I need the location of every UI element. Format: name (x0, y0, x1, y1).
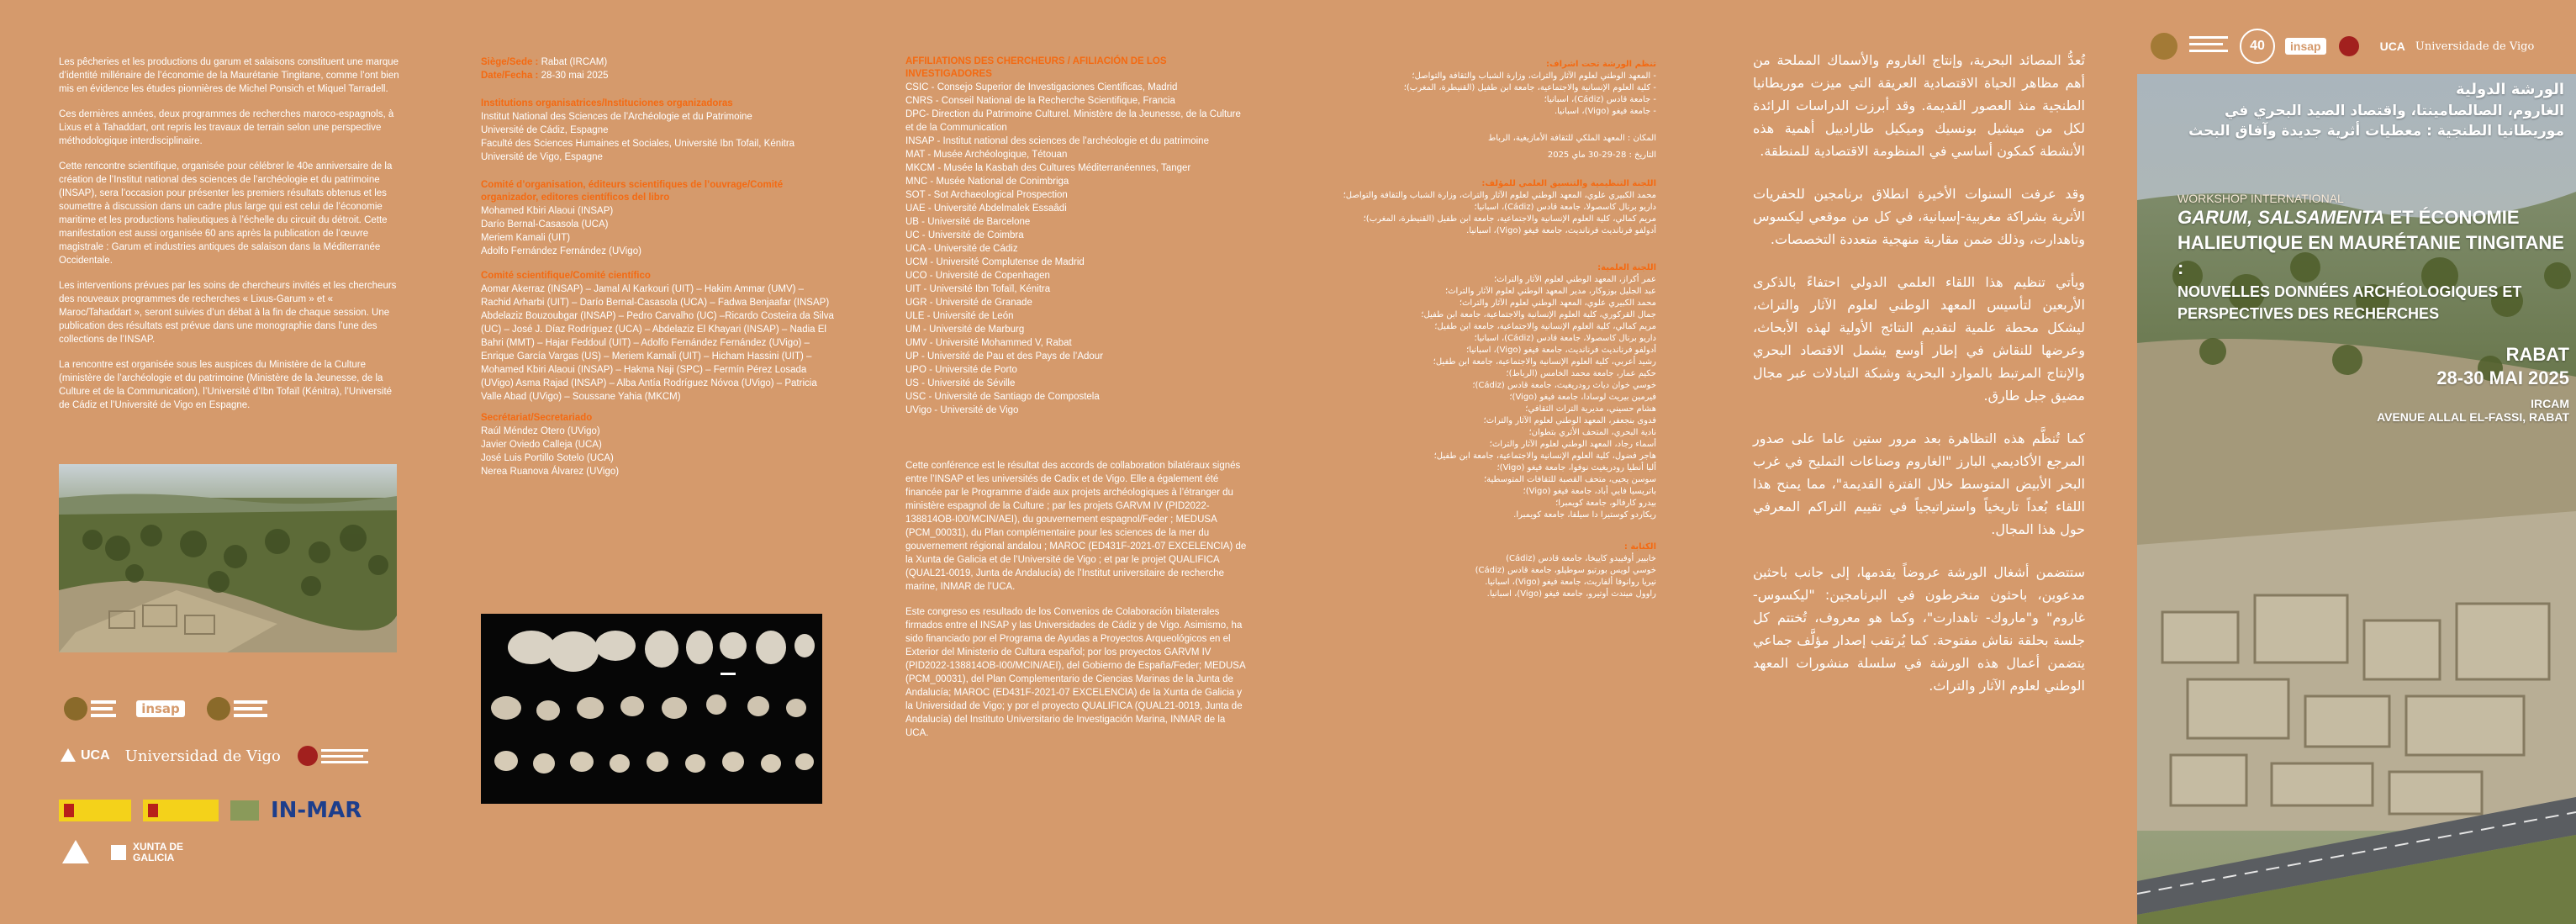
arabic-workshop-label: الورشة الدولية (2456, 81, 2564, 98)
list-item: UCO - Université de Copenhagen (905, 271, 1050, 281)
list-item: UB - Université de Barcelone (905, 217, 1031, 227)
list-item: داريو برنال كاسصولا، جامعة قادس (Cádiz)، اسبانيا؛ (1474, 203, 1656, 212)
list-item: أدولفو فرنانديث فرنانديث، جامعة فيغو (Vigo)، اسبانيا؛ (1466, 346, 1656, 355)
comite-heading: Comité d’organisation, éditeurs scientifiques de l’ouvrage/Comité organizador, editores científicos del libro (481, 180, 784, 203)
list-item: نادية البحري، المتحف الأثري بتطوان؛ (1528, 428, 1656, 437)
coat-of-arms-icon (59, 690, 118, 727)
uit-emblem-icon (2336, 34, 2370, 59)
arabic-title-line: الغاروم، الصالصامينتا، واقتصاد الصيد البحري في (2224, 103, 2564, 119)
list-item: US - Université de Séville (905, 378, 1016, 388)
list-item: UGR - Université de Granade (905, 298, 1032, 308)
list-item: أدولفو فرنانديث فرنانديث، جامعة فيغو (Vigo)، اسبانيا. (1466, 226, 1656, 235)
panel-intro-ar (1753, 0, 2085, 924)
uit-logo (296, 743, 372, 768)
cover-image (2137, 74, 2576, 924)
shells-image (481, 614, 822, 804)
xunta-logo: XUNTA DE GALICIA (109, 842, 192, 863)
title-line-1: GARUM, SALSAMENTA ET ÉCONOMIE (2177, 207, 2520, 228)
list-item: MKCM - Musée la Kasbah des Cultures Méditerranéennes, Tanger (905, 163, 1191, 173)
ministry-emblem-icon (2149, 31, 2179, 61)
list-item: عمر أكراز، المعهد الوطني لعلوم الآثار والتراث؛ (1493, 275, 1656, 284)
list-item: - المعهد الوطني لعلوم الآثار والتراث، وزارة الشباب والثقافة والتواصل؛ (1412, 71, 1656, 81)
list-item: فدوى بنجعفر، المعهد الوطني لعلوم الآثار والتراث؛ (1483, 416, 1656, 425)
list-item: Institut National des Sciences de l’Archéologie et du Patrimoine (481, 112, 752, 122)
comite-list (481, 204, 834, 258)
list-item: Mohamed Kbiri Alaoui (INSAP) (481, 206, 614, 216)
list-item: UCA - Université de Cádiz (905, 244, 1018, 254)
spain-crest-icon (62, 802, 76, 819)
intro-paragraph-ar: تُعدُّ المصائد البحرية، وإنتاج الغاروم والأسماك المملحة من أهم مظاهر الحياة الاقتصادية العريقة التي ميزت موريطانيا الطنجية منذ العصور القديمة. وقد أبرزت الدراسات الرائدة لكل من ميشيل بونسيك وميكيل طارادييل أهمية هذه الأنشطة كمكون أساسي في المنظومة الاقتصادية للمنطقة. (1753, 52, 2085, 159)
list-item: Université de Cádiz, Espagne (481, 125, 609, 135)
list-item: Darío Bernal-Casasola (UCA) (481, 219, 609, 230)
list-item: SOT - Sot Archaeological Prospection (905, 190, 1068, 200)
list-item: MNC - Musée National de Conimbriga (905, 177, 1069, 187)
list-item: UP - Université de Pau et des Pays de l’Adour (905, 351, 1104, 362)
inmar-logo: IN-MAR (271, 798, 362, 823)
spain-crest-icon (146, 802, 160, 819)
list-item: José Luis Portillo Sotelo (UCA) (481, 453, 614, 463)
artifacts-photo (481, 614, 822, 804)
dates-label: 28-30 MAI 2025 (2436, 367, 2569, 388)
list-item: UCM - Université Complutense de Madrid (905, 257, 1085, 267)
junta-icon (59, 838, 92, 867)
title-line-4: PERSPECTIVES DES RECHERCHES (2177, 305, 2440, 322)
list-item: - جامعة فيغو (Vigo)، اسبانيا. (1554, 107, 1656, 116)
institutions-heading: Institutions organisatrices/Instituciones organizadoras (481, 98, 733, 108)
seat-line: Siège/Sede : Rabat (IRCAM) (481, 57, 608, 67)
list-item: Nerea Ruanova Álvarez (UVigo) (481, 467, 620, 477)
list-item: UVigo - Université de Vigo (905, 405, 1019, 415)
affiliations-heading: AFFILIATIONS DES CHERCHEURS / AFILIACIÓN DE LOS INVESTIGADORES (905, 56, 1167, 79)
cover-panel (2137, 0, 2576, 924)
title-line-3: NOUVELLES DONNÉES ARCHÉOLOGIQUES ET (2177, 283, 2522, 300)
secretariat-list-ar (1337, 553, 1656, 600)
funding-text-fr: Cette conférence est le résultat des accords de collaboration bilatéraux signés entre l’INSAP et les universités de Cadix et de Vigo. Elle a également été financée par le Programme d’aide aux projets archéologiques à l’étranger du ministère espagnol de la Culture ; par les projets GARVM IV (PID2022-138814OB-I00/MCIN/AEI), du gouvernement espagnol/Feder ; MEDUSA (PCM_00031), du Plan complémentaire pour les sciences de la mer du gouvernement régional andalou ; MAROC (ED431F-2021-07 EXCELENCIA) de la Xunta de Galicia et de l’Université de Vigo ; et par le projet QUALIFICA (QUAL21-0019, Junta de Andalucía) de l’Institut universitaire de recherche marine, INMAR de l’UCA. (905, 461, 1247, 592)
vigo-logo: Universidad de Vigo (124, 747, 281, 765)
spain-ministry-logo-2 (143, 800, 219, 821)
list-item: أسماء رجاد، المعهد الوطني لعلوم الآثار والتراث؛ (1489, 440, 1656, 449)
workshop-label: WORKSHOP INTERNATIONAL (2177, 192, 2344, 205)
list-item: سوسن يحيى، متحف القصبة للثقافات المتوسطية؛ (1483, 475, 1656, 484)
list-item: DPC- Direction du Patrimoine Culturel. Ministère de la Jeunesse, de la Culture et de la Communication (905, 109, 1241, 133)
org-list (1337, 190, 1656, 237)
auspices-heading: تنظم الورشة تحت اشراف: (1545, 60, 1656, 69)
uca-emblem-icon (59, 747, 77, 765)
panel-affiliations (905, 0, 1250, 924)
list-item: USC - Université de Santiago de Compostela (905, 392, 1100, 402)
list-item: UPO - Université de Porto (905, 365, 1017, 375)
funding-text-es: Este congreso es resultado de los Convenios de Colaboración bilaterales firmados entre el INSAP y las Universidades de Cádiz y de Vigo. Asimismo, ha sido financiado por el Programa de Ayudas a Proyectos Arqueológicos en el Exterior del Ministerio de Cultura español; por los proyectos GARVM IV (PID2022-138814OB-I00/MCIN/AEI), del Gobierno de España/Feder; MEDUSA (PCM_00031), del Plan Complementario de Ciencias Marinas de la Junta de Andalucía; MAROC (ED431F-2021-07 EXCELENCIA) de la Xunta de Galicia y la Universidad de Vigo; y por el proyecto QUALIFICA (QUAL21-0019, Junta de Andalucía) del Instituto Universitario de Investigación Marina, INMAR de la UCA. (905, 607, 1245, 738)
junta-andalucia-logo (59, 838, 92, 867)
uca-logo: UCA (2379, 40, 2405, 53)
list-item: هاجر فضول، كلية العلوم الإنسانية والاجتماعية، جامعة ابن طفيل؛ (1433, 451, 1656, 461)
morocco-ministry-logo (59, 690, 118, 727)
uit-emblem-icon (296, 743, 372, 768)
list-item: ريكاردو كوستيرا دا سيلفا، جامعة كويمبرا. (1513, 510, 1656, 520)
list-item: خوسي لويس بورتيو سوطيلو، جامعة قادس (Cádiz) (1475, 566, 1656, 575)
cover-arabic-title (2161, 79, 2564, 141)
secretariat-heading: Secrétariat/Secretariado (481, 413, 593, 423)
emblem-icon (203, 690, 271, 727)
list-item: بيدرو كارفالو، جامعة كويمبرا؛ (1555, 499, 1656, 508)
panel-organization (481, 0, 834, 924)
list-item: CNRS - Conseil National de la Recherche Scientifique, Francia (905, 96, 1175, 106)
list-item: خابيير أوفييدو كاييخا، جامعة قادس (Cádiz) (1506, 554, 1656, 563)
eu-logo (230, 800, 259, 821)
list-item: Adolfo Fernández Fernández (UVigo) (481, 246, 641, 256)
list-item: محمد الكبيري علوي، المعهد الوطني لعلوم الآثار والتراث، وزارة الشباب والثقافة والتواصل؛ (1343, 191, 1656, 200)
uca-logo: UCA (59, 747, 110, 765)
list-item: حكيم عمار، جامعة محمد الخامس (الرباط)؛ (1506, 369, 1656, 378)
list-item: Javier Oviedo Calleja (UCA) (481, 440, 602, 450)
list-item: Faculté des Sciences Humaines et Sociales, Université Ibn Tofail, Kénitra (481, 139, 795, 149)
list-item: رشيد أعربي، كلية العلوم الإنسانية والاجتماعية، جامعة ابن طفيل؛ (1433, 357, 1656, 367)
landscape-image (59, 464, 397, 652)
date-line: التاريخ : 28-29-30 ماي 2025 (1547, 150, 1656, 160)
list-item: UMV - Université Mohammed V, Rabat (905, 338, 1072, 348)
title-line-2: HALIEUTIQUE EN MAURÉTANIE TINGITANE : (2177, 232, 2564, 278)
list-item: UM - Université de Marburg (905, 325, 1025, 335)
list-item: MAT - Musée Archéologique, Tétouan (905, 150, 1068, 160)
venue-line: المكان : المعهد الملكي للثقافة الأمازيغية، الرباط (1488, 134, 1656, 143)
list-item: ألبا أنطيا رودريغيث نوفوا، جامعة فيغو (Vigo)؛ (1497, 463, 1656, 473)
scientific-committee-text: Aomar Akerraz (INSAP) – Jamal Al Karkouri (UIT) – Hakim Ammar (UMV) – Rachid Arharbi (UIT) – Darío Bernal-Casasola (UCA) – Fadwa Benjaafar (INSAP) Abdelaziz Bouzoubgar (INSAP) – Pedro Carvalho (UC) –Ricardo Costeira da Silva (UC) – José J. Díaz Rodríguez (UCA) – Abdelaziz El Khayari (INSAP) – Nadia El Bahri (MMT) – Hajar Feddoul (UIT) – Adolfo Fernández Fernández (UVigo) – Enrique García Vargas (US) – Meriem Kamali (UIT) – Hicham Hassini (UIT) – Mohamed Kbiri Alaoui (INSAP) – Hakma Naji (SPC) – Fermín Pérez Losada (UVigo) Asma Rajad (INSAP) – Alba Antía Rodríguez Nóvoa (UVigo) – Patricia Valle Abad (UVigo) – Soussane Yahia (MKCM) (481, 284, 834, 402)
arabic-title-line: موريطانيا الطنجية : معطيات أثرية جديدة وآفاق البحث (2188, 123, 2564, 140)
panel-intro-fr (59, 0, 399, 924)
address-label: AVENUE ALLAL EL-FASSI, RABAT (2377, 410, 2569, 424)
list-item: باتريسيا فايي أباد، جامعة فيغو (Vigo)؛ (1523, 487, 1656, 496)
list-item: - جامعة قادس (Cádiz)، اسبانيا؛ (1544, 95, 1656, 104)
city-label: RABAT (2505, 344, 2569, 365)
site-photo (59, 464, 397, 652)
intro-paragraph: Ces dernières années, deux programmes de recherches maroco-espagnols, à Lixus et à Tahaddart, ont repris les travaux de terrain selon une perspective méthodologique interdisciplinaire. (59, 109, 394, 146)
secretariat-heading-ar: الكتابة : (1623, 542, 1656, 552)
cover-logo-strip (2149, 25, 2569, 67)
list-item: Université de Vigo, Espagne (481, 152, 603, 162)
list-item: مريم كمالي، كلية العلوم الإنسانية والاجتماعية، جامعة ابن طفيل (القنيطرة، المغرب)؛ (1363, 214, 1656, 224)
list-item: فيرمين بيريث لوسادا، جامعة فيغو (Vigo)؛ (1509, 393, 1656, 402)
partner-logos (59, 688, 397, 869)
list-item: محمد الكبيري علوي، المعهد الوطني لعلوم الآثار والتراث؛ (1459, 298, 1656, 308)
intro-paragraph: Cette rencontre scientifique, organisée pour célébrer le 40e anniversaire de la création de l’Institut national des sciences de l’archéologie et du patrimoine (INSAP), sera l’occasion pour présenter les premiers résultats obtenus et les soumettre à discussion dans un cadre plus large qui est celui de l’économie maritime et les productions halieutiques à l’échelle du circuit du détroit. Cette manifestation est aussi organisée 60 ans après la publication de l’œuvre magistrale : Garum et industries antiques de salaison dans la Méditerranée Occidentale. (59, 161, 393, 266)
list-item: - كلية العلوم الإنسانية والاجتماعية، جامعة ابن طفيل (القنيطرة، المغرب)؛ (1403, 83, 1656, 92)
panel-committees-ar (1337, 0, 1656, 924)
list-item: راوول ميندث أوتيرو، جامعة فيغو (Vigo)، اسبانيا. (1486, 589, 1656, 599)
insap-logo: insap (126, 691, 195, 726)
intro-paragraph-ar: ستتضمن أشغال الورشة عروضاً يقدمها، إلى جانب باحثين مدعوين، باحثون منخرطون في البرنامجين: "ليكسوس-غاروم" و"ماروك- تاهدارت"، وكما هو معروف، تُختتم كل جلسة بحلقة نقاش مفتوحة. كما يُرتقب إصدار مؤلَّف جماعي يتضمن أعمال هذه الورشة في سلسلة منشورات المعهد الوطني لعلوم الآثار والتراث. (1753, 564, 2085, 694)
list-item: CSIC - Consejo Superior de Investigaciones Científicas, Madrid (905, 82, 1178, 92)
list-item: ULE - Université de León (905, 311, 1014, 321)
list-item: UAE - Université Abdelmalek Essaâdi (905, 203, 1067, 214)
list-item: Meriem Kamali (UIT) (481, 233, 571, 243)
secretariat-list (481, 425, 834, 478)
list-item: نيريا روانوفا ألفاريث، جامعة فيغو (Vigo)، اسبانيا. (1485, 578, 1656, 587)
affiliations-list (905, 81, 1250, 417)
ministry-text-icon (2189, 31, 2230, 61)
intro-paragraph-ar: كما تُنظَّم هذه التظاهرة بعد مرور ستين عاما على صدور المرجع الأكاديمي البارز "الغاروم وصناعات التمليح في غرب البحر الأبيض المتوسط خلال الفترة القديمة"، مما يمنح هذا اللقاء بُعداً تاريخياً واستراتيجياً في تقييم التراكم المعرفي حول هذا المجال. (1753, 430, 2085, 537)
cover-event-info (2377, 343, 2569, 424)
anniversary-logo: 40 (2240, 29, 2275, 64)
sci-heading: اللجنة العلمية: (1597, 263, 1656, 272)
list-item: UIT - Université Ibn Tofaïl, Kénitra (905, 284, 1051, 294)
institutions-list (481, 110, 834, 164)
intro-text (59, 55, 399, 412)
intro-paragraph: La rencontre est organisée sous les auspices du Ministère de la Culture (ministère de l’archéologie et du patrimoine (Ministère de la Jeunesse, de la Culture et de la Communication), l’Université d’Ibn Tofaïl (Kénitra), l’Université de Cádiz et l’Université de Vigo en Espagne. (59, 360, 393, 410)
cover-french-title (2177, 192, 2564, 325)
org-heading: اللجنة التنظيمية والتنسيق العلمي للمؤلف: (1481, 179, 1656, 188)
intro-paragraph-ar: ويأتي تنظيم هذا اللقاء العلمي الدولي احتفاءً بالذكرى الأربعين لتأسيس المعهد الوطني لعلوم الآثار والتراث، ليشكل محطة علمية لتقديم النتائج الأولية لهذه الأبحاث، وعرضها للنقاش في إطار أوسع يشمل الاقتصاد البحري والإنتاج المرتبط بالموارد البحرية وشبكة التبادلات عبر مجال مضيق جبل طارق. (1753, 274, 2085, 404)
list-item: Raúl Méndez Otero (UVigo) (481, 426, 600, 436)
venue-label: IRCAM (2531, 397, 2569, 410)
list-item: مريم كمالي، كلية العلوم الإنسانية والاجتماعية، جامعة ابن طفيل؛ (1434, 322, 1656, 331)
intro-paragraph-ar: وقد عرفت السنوات الأخيرة انطلاق برنامجين للحفريات الأثرية بشراكة مغربية-إسبانية، في كل من موقعي ليكسوس وتاهدارت، وذلك ضمن مقاربة منهجية متعددة التخصصات. (1753, 186, 2085, 247)
scientific-committee-heading: Comité scientifique/Comité científico (481, 271, 651, 281)
intro-paragraph: Les interventions prévues par les soins de chercheurs invités et les chercheurs des nouveaux programmes de recherches « Lixus-Garum » et « Maroc/Tahaddart », seront suivies d’un débat à la fin de chaque session. Une publication des résultats est prévue dans une monographie dans l’une des collections de l’INSAP. (59, 281, 397, 345)
list-item: INSAP - Institut national des sciences de l’archéologie et du patrimoine (905, 136, 1209, 146)
list-item: داريو برنال كاسصولا، جامعة قادس (Cádiz)، اسبانيا؛ (1474, 334, 1656, 343)
list-item: عبد الجليل بوزوكار، مدير المعهد الوطني لعلوم الآثار والتراث؛ (1444, 287, 1656, 296)
list-item: خوسي خوان دياث رودريغيث، جامعة قادس (Cádiz)؛ (1472, 381, 1656, 390)
xunta-shield-icon (109, 843, 128, 862)
sci-list (1337, 274, 1656, 521)
insap-logo: insap (2285, 38, 2326, 55)
intro-paragraph: Les pêcheries et les productions du garum et salaisons constituent une marque d’identité millénaire de l’économie de la Maurétanie Tingitane, comme l’ont bien mis en évidence les études pionnières de Michel Ponsich et Miquel Tarradell. (59, 57, 399, 94)
ministry-culture-logo (203, 690, 271, 727)
list-item: هشام حسيني، مديرية التراث الثقافي؛ (1525, 404, 1656, 414)
list-item: جمال القركوري، كلية العلوم الإنسانية والاجتماعية، جامعة ابن طفيل؛ (1421, 310, 1656, 319)
date-line: Date/Fecha : 28-30 mai 2025 (481, 71, 609, 81)
list-item: UC - Université de Coimbra (905, 230, 1024, 240)
auspices-block (1337, 59, 1656, 118)
spain-ministry-logo-1 (59, 800, 131, 821)
vigo-logo: Universidade de Vigo (2415, 40, 2535, 53)
